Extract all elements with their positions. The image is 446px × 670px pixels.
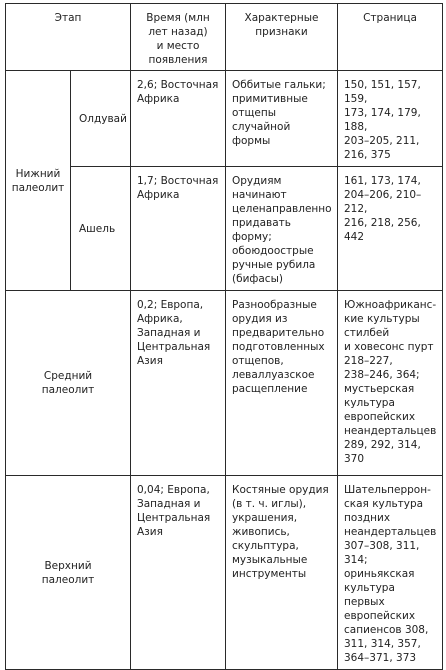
- header-features: Характерные признаки: [226, 4, 338, 71]
- pages-acheulean: 161, 173, 174, 204–206, 210–212, 216, 218, 256, 442: [338, 167, 443, 291]
- table-row-middle-paleolithic: [6, 291, 443, 476]
- stage-upper-paleolithic: Верхний палеолит: [6, 476, 131, 670]
- header-page: Страница: [338, 4, 443, 71]
- features-olduvai: Оббитые гальки; примитивные отщепы случайной формы: [226, 71, 338, 167]
- time-olduvai: 2,6; Восточная Африка: [131, 71, 226, 167]
- features-acheulean: Орудиям начинают целенаправленно придавать форму; обоюдоострые ручные рубила (бифасы): [226, 167, 338, 291]
- features-upper-paleolithic: Костяные орудия (в т. ч. иглы), украшения, живопись, скульптура, музыкальные инструменты: [226, 476, 338, 670]
- table-row-acheulean: [6, 167, 443, 291]
- substage-olduvai: Олдувай: [71, 71, 131, 167]
- stage-middle-paleolithic: Средний палеолит: [6, 291, 131, 476]
- substage-acheulean: Ашель: [71, 167, 131, 291]
- pages-upper-paleolithic: Шательперрон- ская культура поздних неандертальцев 307–308, 311, 314; ориньякская культура первых европейских сапиенсов 308, 311, 314, 357, 364–371, 373: [338, 476, 443, 670]
- pages-olduvai: 150, 151, 157, 159, 173, 174, 179, 188, 203–205, 211, 216, 375: [338, 71, 443, 167]
- header-row: [6, 4, 443, 71]
- time-acheulean: 1,7; Восточная Африка: [131, 167, 226, 291]
- stage-lower-paleolithic: Нижний палеолит: [6, 71, 71, 291]
- time-middle-paleolithic: 0,2; Европа, Африка, Западная и Центральная Азия: [131, 291, 226, 476]
- time-upper-paleolithic: 0,04; Европа, Западная и Центральная Азия: [131, 476, 226, 670]
- table-row-olduvai: [6, 71, 443, 167]
- header-stage: Этап: [6, 4, 131, 71]
- features-middle-paleolithic: Разнообразные орудия из предварительно подготовленных отщепов, леваллуазское расщепление: [226, 291, 338, 476]
- paleolithic-table: [5, 3, 443, 670]
- table-row-upper-paleolithic: [6, 476, 443, 670]
- header-time: Время (млн лет назад) и место появления: [131, 4, 226, 71]
- pages-middle-paleolithic: Южноафриканс- кие культуры стилбей и ховесонс пурт 218–227, 238–246, 364; мустьерская культура европейских неандертальцев 289, 292, 314, 370: [338, 291, 443, 476]
